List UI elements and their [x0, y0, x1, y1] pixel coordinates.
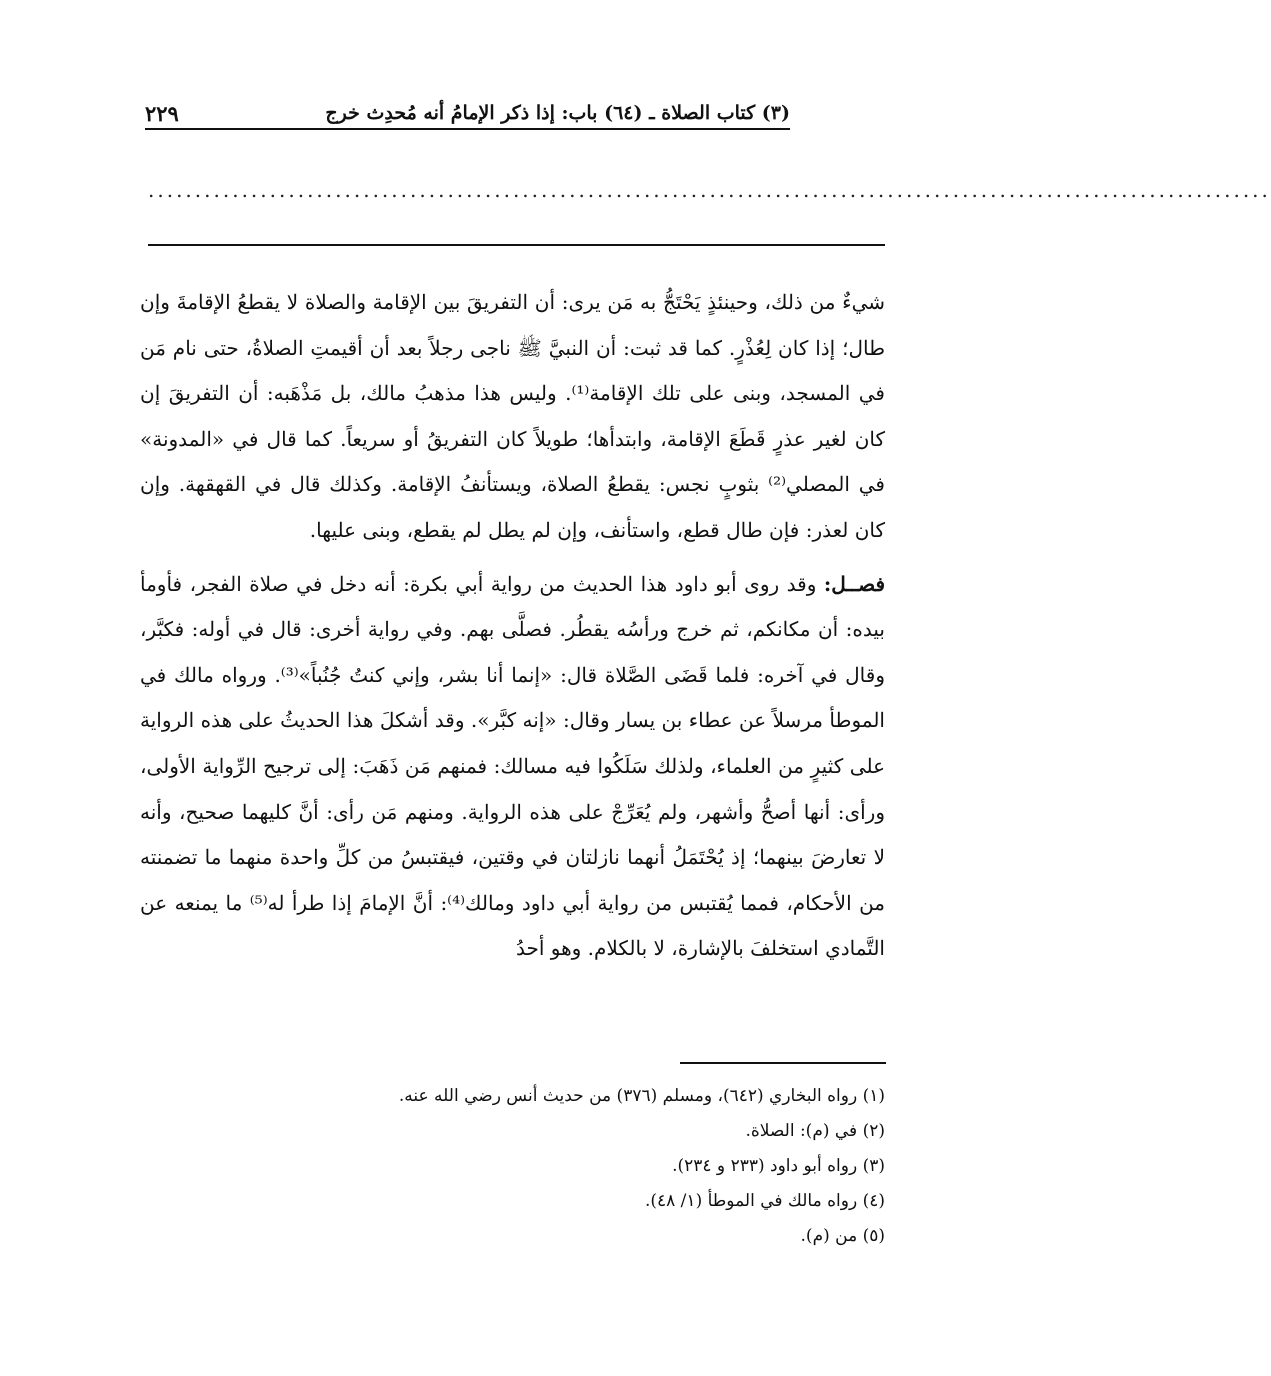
running-header: [145, 96, 790, 130]
paragraph-2: [140, 562, 885, 972]
footnote-item: (٣) رواه أبو داود (٢٣٣ و ٢٣٤).: [672, 1156, 885, 1176]
header-title: (٣) كتاب الصلاة ـ (٦٤) باب: إذا ذكر الإمامُ أنه مُحدِث خرج: [325, 102, 790, 124]
paragraph-1: شيءٌ من ذلك، وحينئذٍ يَحْتَجُّ به مَن يرى: أن التفريقَ بين الإقامة والصلاة لا يقطعُ الإقامةَ وإن طال؛ إذا كان لِعُذْرٍ. كما قد ثبت: أن النبيَّ ﷺ ناجى رجلاً بعد أن أقيمتِ الصلاةُ، حتى نام مَن في المسجد، وبنى على تلك الإقامة⁽¹⁾. وليس هذا مذهبُ مالك، بل مَذْهَبه: أن التفريقَ إن كان لغير عذرٍ قَطَعَ الإقامة، وابتدأها؛ طويلاً كان التفريقُ أو سريعاً. كما قال في «المدونة» في المصلي⁽²⁾ بثوبٍ نجس: يقطعُ الصلاة، ويستأنفُ الإقامة. وكذلك قال في القهقهة. وإن كان لعذر: فإن طال قطع، واستأنف، وإن لم يطل لم يقطع، وبنى عليها.: [140, 290, 885, 542]
footnote-item: (١) رواه البخاري (٦٤٢)، ومسلم (٣٧٦) من حديث أنس رضي الله عنه.: [398, 1086, 885, 1106]
separator-rule: [148, 244, 885, 246]
footnote-item: (٢) في (م): الصلاة.: [745, 1121, 885, 1141]
dotted-line: ........................................................................................................................: [148, 178, 1271, 202]
footnote-item: (٤) رواه مالك في الموطأ (١/ ٤٨).: [644, 1191, 885, 1211]
footnote-item: (٥) من (م).: [800, 1226, 885, 1246]
page-number: ٢٢٩: [145, 100, 179, 126]
section-label: فصــل:: [823, 571, 886, 596]
footnote-rule: [680, 1062, 886, 1064]
footnotes: [140, 1079, 885, 1254]
header-rule: [145, 128, 790, 130]
paragraph-2-text: وقد روى أبو داود هذا الحديث من رواية أبي بكرة: أنه دخل في صلاة الفجر، فأومأ بيده: أن مكانكم، ثم خرج ورأسُه يقطُر. فصلَّى بهم. وفي رواية أخرى: قال في أوله: فكبَّر، وقال في آخره: فلما قَضَى الصَّلاة قال: «إنما أنا بشر، وإني كنتُ جُنُباً»⁽³⁾. ورواه مالك في الموطأ مرسلاً عن عطاء بن يسار وقال: «إنه كبَّر». وقد أشكلَ هذا الحديثُ على هذه الرواية على كثيرٍ من العلماء، ولذلك سَلَكُوا فيه مسالك: فمنهم مَن ذَهَبَ: إلى ترجيح الرِّواية الأولى، ورأى: أنها أصحُّ وأشهر، ولم يُعَرِّجْ على هذه الرواية. ومنهم مَن رأى: أنَّ كليهما صحيح، وأنه لا تعارضَ بينهما؛ إذ يُحْتَمَلُ أنهما نازلتان في وقتين، فيقتبسُ من كلِّ واحدة منهما ما تضمنته من الأحكام، فمما يُقتبس من رواية أبي داود ومالك⁽⁴⁾: أنَّ الإمامَ إذا طرأ له⁽⁵⁾ ما يمنعه عن التَّمادي استخلفَ بالإشارة، لا بالكلام. وهو أحدُ: [140, 571, 886, 961]
main-text: [140, 280, 885, 972]
